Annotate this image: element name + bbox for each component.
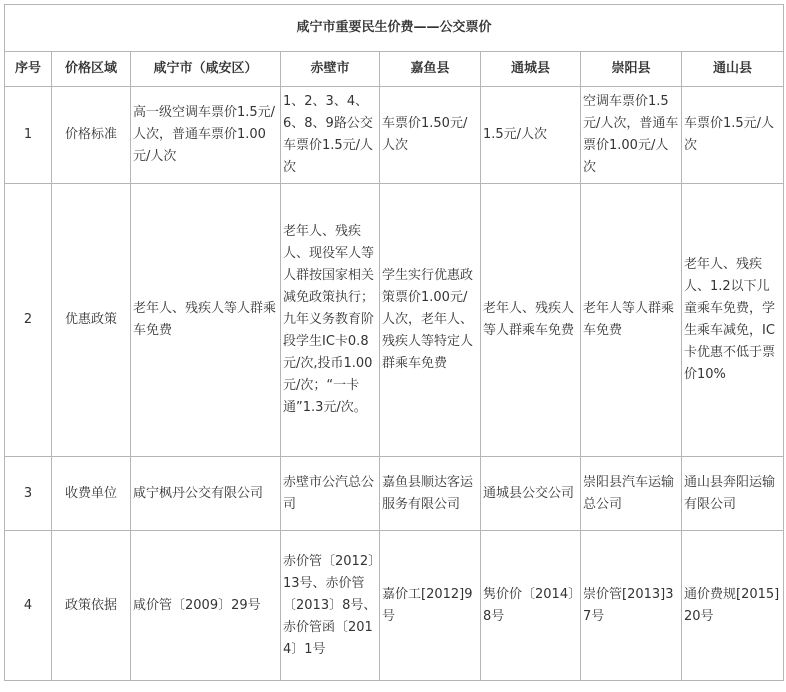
row-number: 1 (5, 87, 52, 184)
table-row (5, 87, 784, 184)
row-label: 价格标准 (52, 87, 131, 184)
cell-chongyang: 老年人等人群乘车免费 (581, 184, 682, 457)
row-number: 3 (5, 457, 52, 531)
cell-xianning: 老年人、残疾人等人群乘车免费 (131, 184, 281, 457)
row-number: 2 (5, 184, 52, 457)
cell-chibi: 赤价管〔2012〕13号、赤价管〔2013〕8号、赤价管函〔2014〕1号 (281, 531, 380, 681)
cell-jiayu: 车票价1.50元/人次 (380, 87, 481, 184)
header-xianning: 咸宁市（咸安区） (131, 52, 281, 87)
header-region: 价格区域 (52, 52, 131, 87)
table-row (5, 184, 784, 457)
price-table (4, 4, 784, 681)
cell-tongcheng: 老年人、残疾人等人群乘车免费 (481, 184, 581, 457)
cell-chongyang: 空调车票价1.5元/人次，普通车票价1.00元/人次 (581, 87, 682, 184)
cell-xianning: 高一级空调车票价1.5元/人次，普通车票价1.00元/人次 (131, 87, 281, 184)
cell-jiayu: 嘉鱼县顺达客运服务有限公司 (380, 457, 481, 531)
row-label: 收费单位 (52, 457, 131, 531)
table-title: 咸宁市重要民生价费——公交票价 (5, 5, 784, 52)
cell-tongcheng: 隽价价〔2014〕8号 (481, 531, 581, 681)
cell-tongshan: 车票价1.5元/人次 (682, 87, 784, 184)
cell-xianning: 咸价管〔2009〕29号 (131, 531, 281, 681)
table-row (5, 531, 784, 681)
cell-chongyang: 崇阳县汽车运输总公司 (581, 457, 682, 531)
cell-chongyang: 崇价管[2013]37号 (581, 531, 682, 681)
cell-jiayu: 学生实行优惠政策票价1.00元/人次，老年人、残疾人等特定人群乘车免费 (380, 184, 481, 457)
cell-tongshan: 通山县奔阳运输有限公司 (682, 457, 784, 531)
table-row (5, 457, 784, 531)
row-number: 4 (5, 531, 52, 681)
cell-tongshan: 通价费规[2015]20号 (682, 531, 784, 681)
cell-jiayu: 嘉价工[2012]9号 (380, 531, 481, 681)
row-label: 优惠政策 (52, 184, 131, 457)
cell-tongcheng: 通城县公交公司 (481, 457, 581, 531)
cell-chibi: 1、2、3、4、6、8、9路公交车票价1.5元/人次 (281, 87, 380, 184)
cell-tongcheng: 1.5元/人次 (481, 87, 581, 184)
cell-chibi: 赤壁市公汽总公司 (281, 457, 380, 531)
cell-chibi: 老年人、残疾人、现役军人等人群按国家相关减免政策执行；九年义务教育阶段学生IC卡0.8元/次,投币1.00元/次；“一卡通”1.3元/次。 (281, 184, 380, 457)
header-jiayu: 嘉鱼县 (380, 52, 481, 87)
row-label: 政策依据 (52, 531, 131, 681)
header-index: 序号 (5, 52, 52, 87)
header-tongcheng: 通城县 (481, 52, 581, 87)
header-chibi: 赤壁市 (281, 52, 380, 87)
cell-tongshan: 老年人、残疾人、1.2以下儿童乘车免费，学生乘车减免，IC卡优惠不低于票价10% (682, 184, 784, 457)
header-chongyang: 崇阳县 (581, 52, 682, 87)
header-tongshan: 通山县 (682, 52, 784, 87)
cell-xianning: 咸宁枫丹公交有限公司 (131, 457, 281, 531)
